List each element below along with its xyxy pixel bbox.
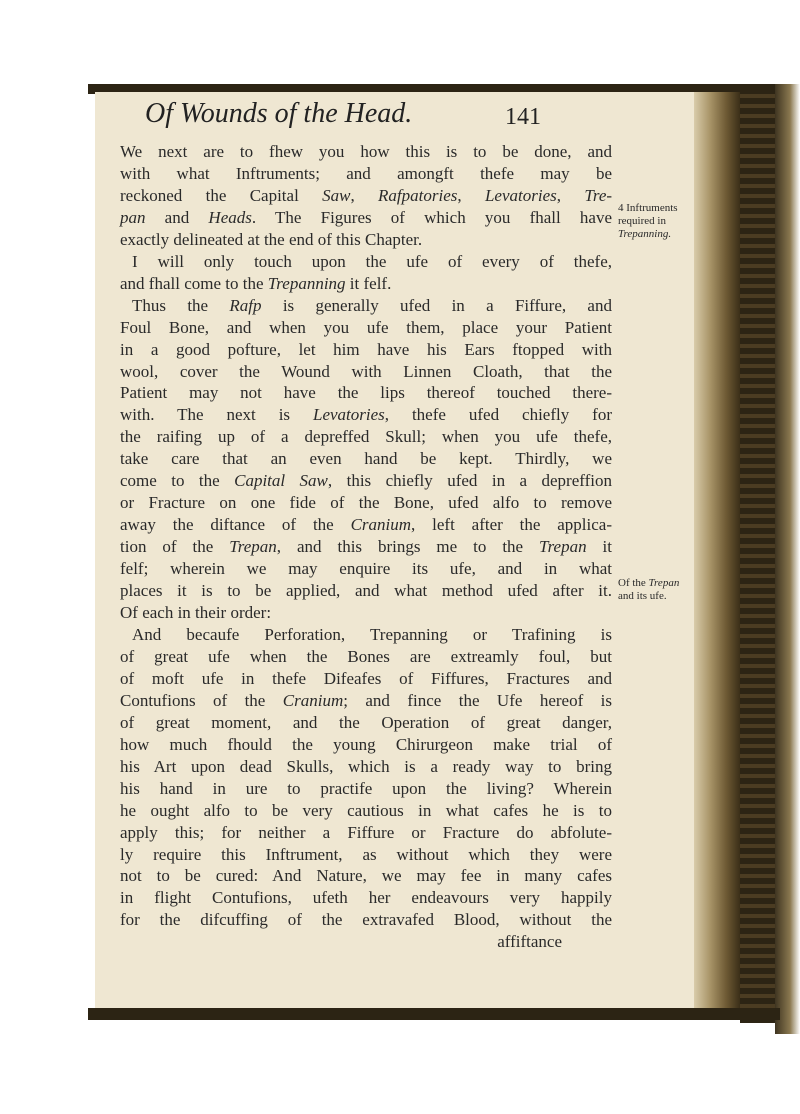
text-line: away the diftance of the Cranium, left after the applica- — [120, 515, 613, 535]
text-line: I will only touch upon the ufe of every of thefe, — [132, 251, 612, 271]
margin-note-line: required in — [618, 215, 666, 227]
running-head: Of Wounds of the Head. — [145, 98, 413, 129]
book-binding — [740, 88, 780, 1023]
text-line: his Art upon dead Skulls, which is a ready way to bring — [120, 756, 612, 776]
margin-note-trepan — [618, 577, 692, 603]
page-gutter-shadow — [694, 92, 740, 1012]
margin-note-instruments — [618, 202, 692, 241]
text-line: in a good pofture, let him have his Ears ftopped with — [120, 339, 612, 359]
text-line: with what Inftruments; and amongft thefe may be — [120, 163, 612, 183]
text-line: and fhall come to the Trepanning it felf. — [120, 273, 392, 293]
text-line: tion of the Trepan, and this brings me to the Trepan it — [120, 537, 612, 557]
margin-note-line: and its ufe. — [618, 590, 667, 602]
margin-note-line: Of the Trepan — [618, 577, 680, 589]
margin-note-line: 4 Inftruments — [618, 202, 678, 214]
text-line: not to be cured: And Nature, we may fee in many cafes — [120, 866, 612, 886]
text-line: felf; wherein we may enquire its ufe, and in what — [120, 559, 612, 579]
text-line: with. The next is Levatories, thefe ufed chiefly for — [120, 405, 612, 425]
text-line: We next are to fhew you how this is to be done, and — [120, 142, 612, 161]
text-line: apply this; for neither a Fiffure or Fracture do abfolute- — [120, 822, 612, 842]
text-line: of moft ufe in thefe Difeafes of Fiffures, Fractures and — [120, 668, 612, 688]
text-line: in flight Contufions, ufeth her endeavours very happily — [120, 888, 612, 908]
text-line: the raifing up of a depreffed Skull; when you ufe thefe, — [120, 427, 612, 447]
text-line: Of each in their order: — [120, 603, 272, 623]
text-line: he ought alfo to be very cautious in what cafes he is to — [120, 800, 612, 820]
text-line: And becaufe Perforation, Trepanning or Trafining is — [132, 624, 612, 644]
text-line: Foul Bone, and when you ufe them, place your Patient — [120, 317, 612, 337]
text-line: Patient may not have the lips thereof touched there- — [120, 383, 612, 403]
text-line: come to the Capital Saw, this chiefly ufed in a depreffion — [120, 471, 612, 491]
binding-edge — [775, 84, 800, 1034]
text-line: how much fhould the young Chirurgeon make trial of — [120, 734, 612, 754]
text-line: places it is to be applied, and what method ufed after it. — [120, 581, 612, 601]
text-line: take care that an even hand be kept. Thirdly, we — [120, 449, 612, 469]
text-line: affiftance — [497, 932, 562, 952]
text-line: exactly delineated at the end of this Chapter. — [120, 229, 423, 249]
text-line: of great ufe when the Bones are extreamly foul, but — [120, 646, 612, 666]
text-line: pan and Heads. The Figures of which you fhall have — [120, 207, 612, 227]
body-text — [120, 141, 612, 953]
text-line: wool, cover the Wound with Linnen Cloath, that the — [120, 361, 612, 381]
book-bottom-edge — [88, 1008, 780, 1020]
text-line: or Fracture on one fide of the Bone, ufed alfo to remove — [120, 493, 612, 513]
text-line: Thus the Rafp is generally ufed in a Fiffure, and — [132, 295, 612, 315]
text-line: his hand in ure to practife upon the living? Wherein — [120, 778, 612, 798]
text-line: for the difcuffing of the extravafed Blood, without the — [120, 910, 612, 930]
page-number: 141 — [505, 104, 541, 130]
text-line: Contufions of the Cranium; and fince the Ufe hereof is — [120, 690, 613, 710]
text-line: ly require this Inftrument, as without which they were — [120, 844, 612, 864]
text-line: of great moment, and the Operation of great danger, — [120, 712, 612, 732]
margin-note-line: Trepanning. — [618, 228, 672, 240]
text-line: reckoned the Capital Saw, Rafpatories, Levatories, Tre- — [120, 185, 613, 205]
